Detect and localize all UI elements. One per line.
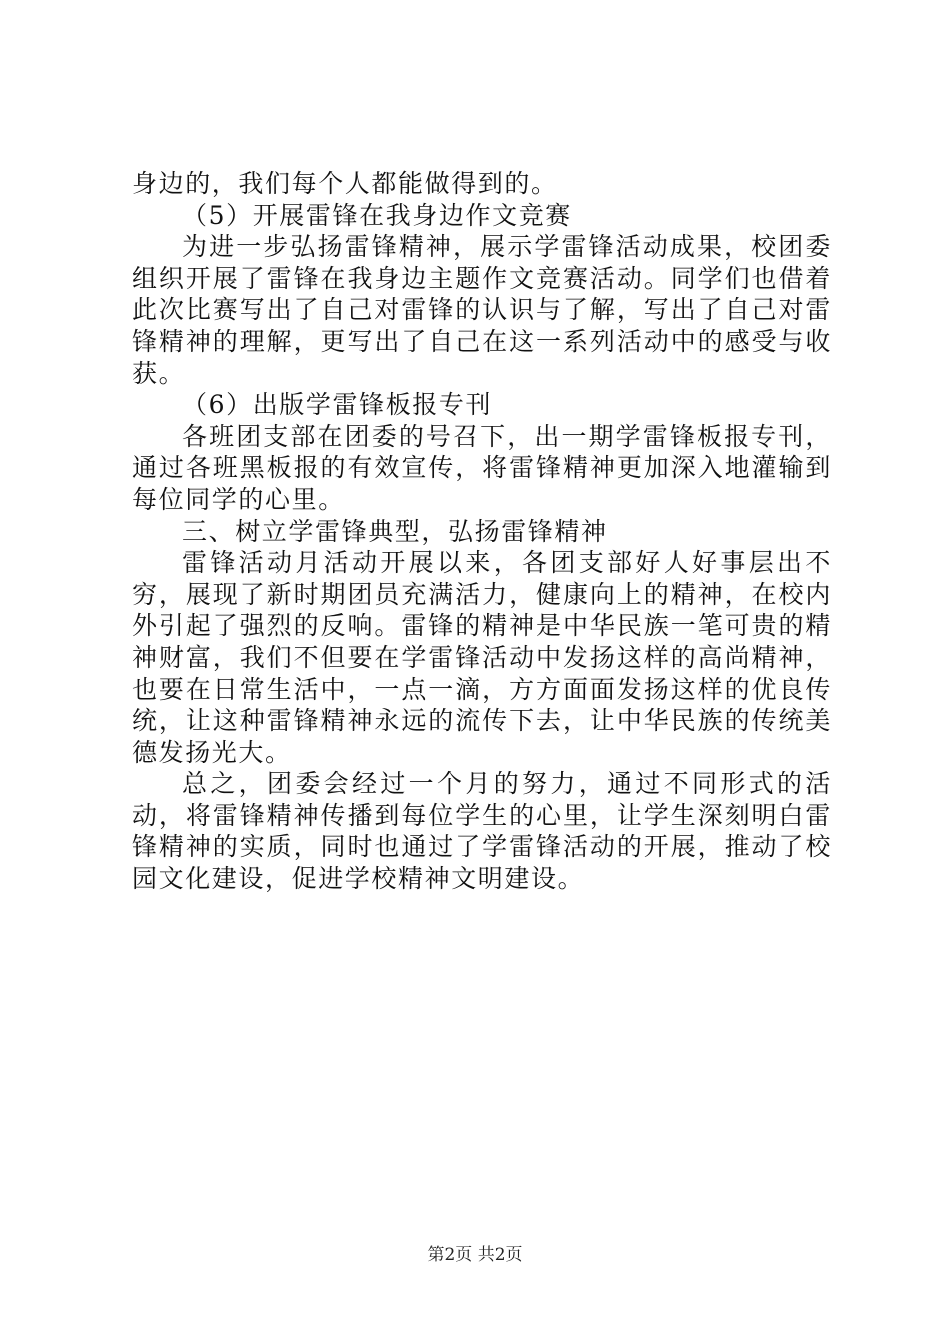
section-heading-essay-contest: （5）开展雷锋在我身边作文竞赛 [182, 200, 572, 230]
paragraph-essay-contest: 为进一步弘扬雷锋精神，展示学雷锋活动成果，校团委组织开展了雷锋在我身边主题作文竞赛活动。同学们也借着此次比赛写出了自己对雷锋的认识与了解，写出了自己对雷锋精神的理解，更写出了自己在这一系列活动中的感受与收获。 [132, 232, 832, 388]
paragraph-continuation: 身边的，我们每个人都能做得到的。 [132, 169, 558, 198]
paragraph-conclusion: 总之，团委会经过一个月的努力，通过不同形式的活动，将雷锋精神传播到每位学生的心里，让学生深刻明白雷锋精神的实质，同时也通过了学雷锋活动的开展，推动了校园文化建设，促进学校精神文明建设。 [132, 769, 832, 894]
paragraph-blackboard-issue: 各班团支部在团委的号召下，出一期学雷锋板报专刊，通过各班黑板报的有效宣传，将雷锋精神更加深入地灌输到每位同学的心里。 [132, 421, 832, 514]
document-body [132, 168, 832, 895]
section-heading-role-models: 三、树立学雷锋典型，弘扬雷锋精神 [182, 516, 608, 546]
paragraph-role-models: 雷锋活动月活动开展以来，各团支部好人好事层出不穷，展现了新时期团员充满活力，健康向上的精神，在校内外引起了强烈的反响。雷锋的精神是中华民族一笔可贵的精神财富，我们不但要在学雷锋活动中发扬这样的高尚精神，也要在日常生活中，一点一滴，方方面面发扬这样的优良传统，让这种雷锋精神永远的流传下去，让中华民族的传统美德发扬光大。 [132, 548, 832, 767]
section-heading-blackboard-issue: （6）出版学雷锋板报专刊 [182, 390, 493, 420]
page-number-footer: 第2页 共2页 [427, 1245, 523, 1265]
